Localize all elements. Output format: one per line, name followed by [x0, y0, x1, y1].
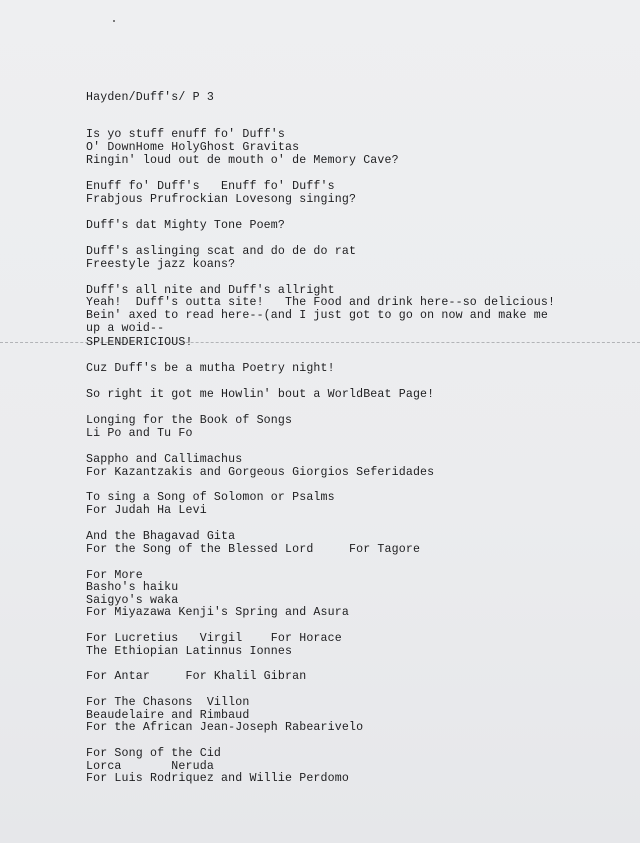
- poem-line: For Luis Rodriquez and Willie Perdomo: [86, 772, 349, 785]
- poem-line: To sing a Song of Solomon or Psalms: [86, 491, 335, 504]
- poem-line: Enuff fo' Duff's Enuff fo' Duff's: [86, 180, 335, 193]
- poem-line: Duff's dat Mighty Tone Poem?: [86, 219, 286, 232]
- poem-line: So right it got me Howlin' bout a WorldBeat Page!: [86, 388, 435, 401]
- poem-line: Li Po and Tu Fo: [86, 427, 193, 440]
- poem-line: Duff's aslinging scat and do de do rat: [86, 245, 357, 258]
- poem-line: For the Song of the Blessed Lord For Tagore: [86, 543, 421, 556]
- poem-line: For Miyazawa Kenji's Spring and Asura: [86, 606, 349, 619]
- paper-speck: [113, 20, 115, 22]
- poem-line: Basho's haiku: [86, 581, 179, 594]
- poem-line: And the Bhagavad Gita: [86, 530, 236, 543]
- poem-line: For Kazantzakis and Gorgeous Giorgios Seferidades: [86, 466, 435, 479]
- poem-line: Ringin' loud out de mouth o' de Memory Cave?: [86, 154, 399, 167]
- poem-line: For Judah Ha Levi: [86, 504, 207, 517]
- poem-line: Frabjous Prufrockian Lovesong singing?: [86, 193, 357, 206]
- poem-line: Lorca Neruda: [86, 760, 214, 773]
- poem-line: For Antar For Khalil Gibran: [86, 670, 307, 683]
- poem-line: The Ethiopian Latinnus Ionnes: [86, 645, 293, 658]
- poem-line: For The Chasons Villon: [86, 696, 250, 709]
- poem-line: Longing for the Book of Songs: [86, 414, 293, 427]
- poem-line: Freestyle jazz koans?: [86, 258, 236, 271]
- poem-line: Sappho and Callimachus: [86, 453, 243, 466]
- poem-line: For Lucretius Virgil For Horace: [86, 632, 342, 645]
- poem-line: Duff's all nite and Duff's allright: [86, 284, 335, 297]
- poem-line: SPLENDERICIOUS!: [86, 336, 193, 349]
- poem-line: Saigyo's waka: [86, 594, 179, 607]
- poem-line: Is yo stuff enuff fo' Duff's: [86, 128, 286, 141]
- poem-line: For Song of the Cid: [86, 747, 222, 760]
- poem-line: up a woid--: [86, 322, 165, 335]
- poem-line: Cuz Duff's be a mutha Poetry night!: [86, 362, 335, 375]
- poem-line: Beaudelaire and Rimbaud: [86, 709, 250, 722]
- poem-line: Bein' axed to read here--(and I just got to go on now and make me: [86, 309, 548, 322]
- poem-line: Yeah! Duff's outta site! The Food and drink here--so delicious!: [86, 296, 556, 309]
- poem-line: O' DownHome HolyGhost Gravitas: [86, 141, 300, 154]
- page-header: Hayden/Duff's/ P 3: [86, 91, 214, 104]
- poem-line: For More: [86, 569, 143, 582]
- poem-line: For the African Jean-Joseph Rabearivelo: [86, 721, 364, 734]
